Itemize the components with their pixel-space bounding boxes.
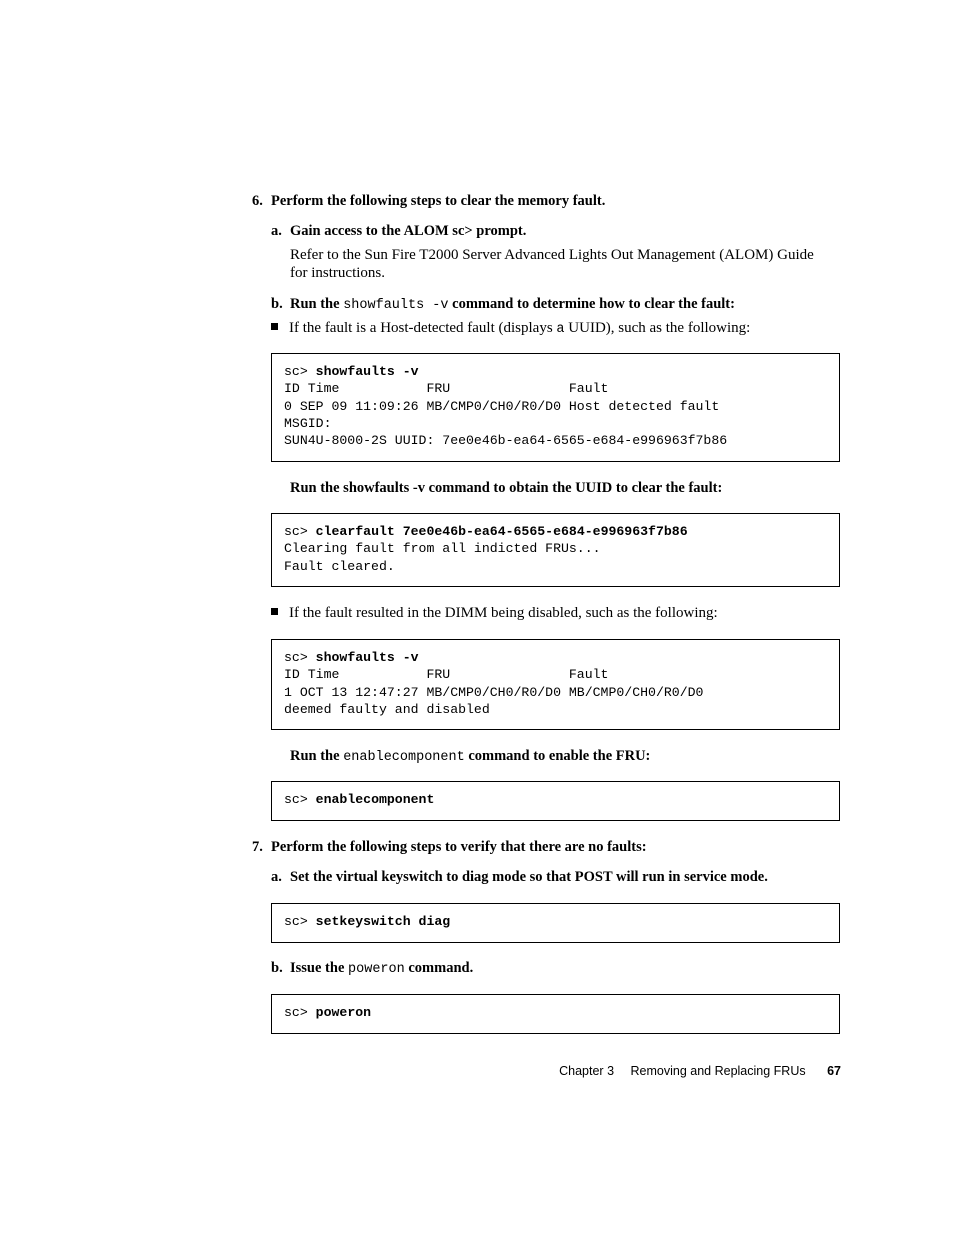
- footer-chapter: Chapter 3: [559, 1064, 615, 1078]
- inline-code: poweron: [348, 962, 405, 977]
- bullet-text-post: UUID), such as the following:: [568, 320, 751, 336]
- code-block: [271, 903, 840, 943]
- code-command: enablecomponent: [315, 792, 435, 807]
- substep-label: b.: [271, 960, 283, 976]
- substep-text-post: command to determine how to clear the fault:: [452, 296, 735, 312]
- bullet-text: If the fault resulted in the DIMM being disabled, such as the following:: [289, 605, 718, 621]
- code-command: poweron: [315, 1005, 372, 1020]
- code-block: [271, 513, 840, 587]
- substep-6a: [271, 222, 526, 240]
- code-prompt: sc>: [284, 364, 308, 379]
- code-command: setkeyswitch diag: [315, 914, 451, 929]
- page-footer: [559, 1064, 841, 1078]
- step-title: Perform the following steps to verify that there are no faults:: [271, 839, 647, 855]
- bullet-item: [271, 319, 750, 339]
- substep-7a: [271, 868, 768, 886]
- code-block: [271, 994, 840, 1034]
- step-number: 7.: [252, 839, 263, 855]
- substep-7b: [271, 959, 473, 979]
- code-command: showfaults -v: [315, 364, 419, 379]
- code-line: [284, 1004, 827, 1021]
- code-line: [284, 523, 827, 540]
- substep-6b: [271, 295, 735, 315]
- bullet-item: [271, 604, 718, 622]
- step-7-heading: [252, 838, 647, 856]
- instruction-text: Run the showfaults -v command to obtain the UUID to clear the fault:: [290, 480, 723, 496]
- code-line: 0 SEP 09 11:09:26 MB/CMP0/CH0/R0/D0 Host detected fault: [284, 398, 720, 414]
- substep-label: a.: [271, 223, 282, 239]
- instruction-post: command to enable the FRU:: [468, 748, 651, 764]
- code-line: deemed faulty and disabled: [284, 701, 490, 717]
- substep-text-post: command.: [408, 960, 474, 976]
- footer-section: Removing and Replacing FRUs: [630, 1064, 806, 1078]
- instruction-text: [290, 747, 650, 767]
- step-title: Perform the following steps to clear the memory fault.: [271, 193, 606, 209]
- code-line: [284, 913, 827, 930]
- inline-code: enablecomponent: [343, 750, 465, 765]
- code-prompt: sc>: [284, 792, 308, 807]
- substep-label: b.: [271, 296, 283, 312]
- code-line: ID Time FRU Fault: [284, 381, 609, 397]
- code-line: SUN4U-8000-2S UUID: 7ee0e46b-ea64-6565-e684-e996963f7b86: [284, 433, 728, 449]
- step-6-heading: [252, 192, 605, 210]
- code-line: 1 OCT 13 12:47:27 MB/CMP0/CH0/R0/D0 MB/CMP0/CH0/R0/D0: [284, 684, 704, 700]
- code-block: [271, 781, 840, 821]
- substep-6a-body: Refer to the Sun Fire T2000 Server Advanced Lights Out Management (ALOM) Guide for instructions.: [290, 247, 814, 281]
- code-prompt: sc>: [284, 1005, 308, 1020]
- step-number: 6.: [252, 193, 263, 209]
- code-prompt: sc>: [284, 914, 308, 929]
- code-block: [271, 353, 840, 462]
- inline-code: showfaults -v: [343, 298, 449, 313]
- substep-text-pre: Run the: [290, 296, 340, 312]
- code-line: [284, 649, 827, 666]
- code-line: MSGID:: [284, 415, 332, 431]
- substep-text: Gain access to the ALOM sc> prompt.: [290, 223, 527, 239]
- code-command: clearfault 7ee0e46b-ea64-6565-e684-e996963f7b86: [315, 524, 688, 539]
- bullet-text-pre: If the fault is a Host-detected fault (displays: [289, 320, 553, 336]
- substep-label: a.: [271, 869, 282, 885]
- code-line: [284, 791, 827, 808]
- code-line: [284, 363, 827, 380]
- code-line: ID Time FRU Fault: [284, 667, 609, 683]
- substep-text: Set the virtual keyswitch to diag mode so that POST will run in service mode.: [290, 869, 768, 885]
- bullet-square-icon: [271, 608, 278, 615]
- code-line: Fault cleared.: [284, 558, 395, 574]
- bullet-square-icon: [271, 323, 278, 330]
- code-command: showfaults -v: [315, 650, 419, 665]
- instruction-pre: Run the: [290, 748, 340, 764]
- code-prompt: sc>: [284, 524, 308, 539]
- code-block: [271, 639, 840, 730]
- substep-text-pre: Issue the: [290, 960, 345, 976]
- inline-code: a: [556, 322, 565, 337]
- code-line: Clearing fault from all indicted FRUs...: [284, 541, 601, 557]
- page-number: 67: [827, 1064, 841, 1078]
- code-prompt: sc>: [284, 650, 308, 665]
